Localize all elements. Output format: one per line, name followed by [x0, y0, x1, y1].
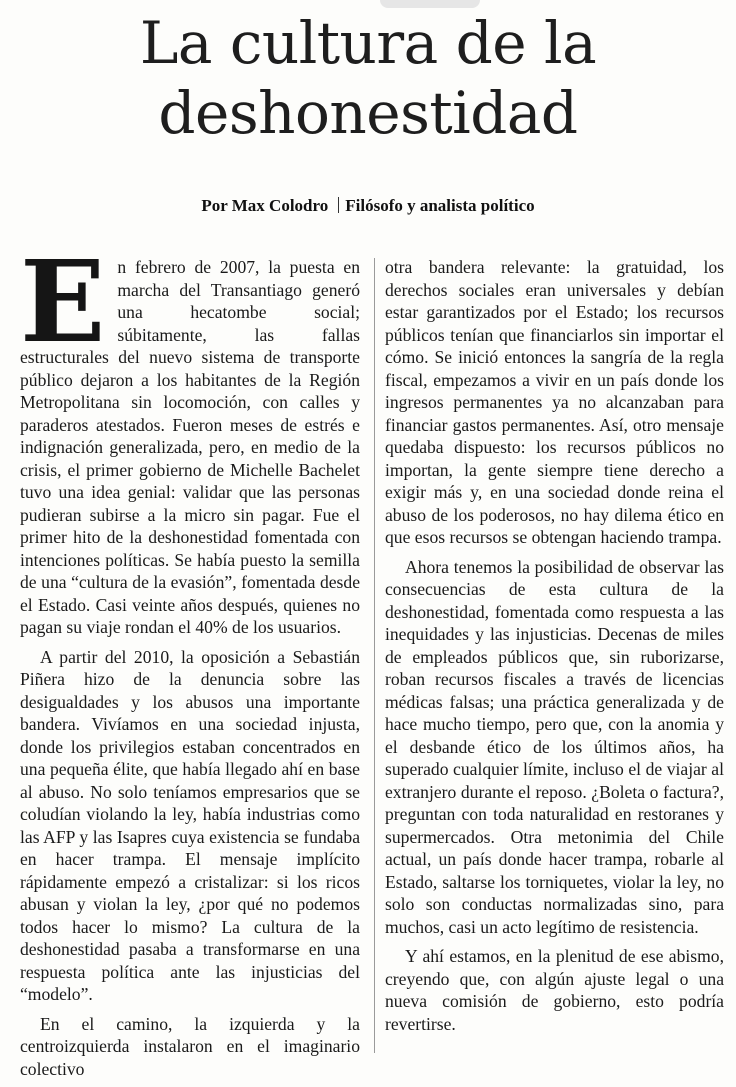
paragraph: otra bandera relevante: la gratuidad, los derechos sociales eran universales y debían estar garantizados por el Estado; los recursos públicos tenían que financiarlos sin importar el cómo. Se inició entonces la sangría de la regla fiscal, empezamos a vivir en un país donde los ingresos permanentes ya no alcanzaban para financiar gastos permanentes. Así, otro mensaje quedaba dispuesto: los recursos públicos no importan, la gente siempre tiene derecho a exigir más y, en una sociedad donde reina el abuso de los poderosos, no hay dilema ético en que esos recursos se obtengan haciendo trampa. — [385, 257, 724, 547]
headline-line-2: deshonestidad — [158, 79, 578, 147]
headline — [0, 8, 736, 148]
paragraph-text: n febrero de 2007, la puesta en marcha del Transantiago generó una hecatombe social; súbitamente, las fallas estructurales del nuevo sistema de transporte público dejaron a los habitantes de la Región Metropolitana sin locomoción, con calles y paraderos atestados. Fueron meses de estrés e indignación generalizada, pero, en medio de la crisis, el primer gobierno de Michelle Bachelet tuvo una idea genial: validar que las personas pudieran subirse a la micro sin pagar. Fue el primer hito de la deshonestidad fomentada con intenciones políticas. Se había puesto la semilla de una “cultura de la evasión”, fomentada desde el Estado. Casi veinte años después, quienes no pagan su viaje rondan el 40% de los usuarios. — [20, 257, 360, 637]
byline — [0, 196, 736, 216]
paragraph: En el camino, la izquierda y la centroizquierda instalaron en el imaginario colectivo — [20, 1013, 360, 1079]
article-column-1 — [20, 237, 360, 1087]
author-name: Por Max Colodro — [201, 196, 329, 215]
headline-line-1: La cultura de la — [139, 9, 597, 77]
paragraph: Y ahí estamos, en la plenitud de ese abismo, creyendo que, con algún ajuste legal o una nueva comisión de gobierno, esto podría revertirse. — [385, 946, 724, 1034]
author-role: Filósofo y analista político — [345, 196, 535, 215]
paragraph — [20, 237, 360, 639]
article-column-2 — [385, 256, 724, 1042]
paragraph: Ahora tenemos la posibilidad de observar las consecuencias de esta cultura de la deshonestidad, fomentada como respuesta a las inequidades y las injusticias. Decenas de miles de empleados públicos que, sin ruborizarse, roban recursos fiscales a través de licencias médicas falsas; una práctica generalizada y de hace mucho tiempo, pero que, con la anomia y el desbande ético de los últimos años, ha superado cualquier límite, incluso el de viajar al extranjero durante el reposo. ¿Boleta o factura?, preguntan con toda naturalidad en restoranes y supermercados. Otra metonimia del Chile actual, un país donde hacer trampa, robarle al Estado, saltarse los torniquetes, violar la ley, no solo son conductas normalizadas sino, para muchos, casi un acto legítimo de resistencia. — [385, 556, 724, 937]
paragraph: A partir del 2010, la oposición a Sebastián Piñera hizo de la denuncia sobre las desigualdades y los abusos una importante bandera. Vivíamos en una sociedad injusta, donde los privilegios estaban concentrados en una pequeña élite, que había llegado ahí en base al abuso. No solo teníamos empresarios que se coludían violando la ley, había industrias como las AFP y las Isapres cuya existencia se fundaba en hacer trampa. El mensaje implícito rápidamente empezó a cristalizar: si los ricos abusan y violan la ley, ¿por qué no podemos todos hacer lo mismo? La cultura de la deshonestidad pasaba a transformarse en una respuesta política ante las injusticias del “modelo”. — [20, 646, 360, 1004]
column-divider — [374, 258, 375, 1053]
drop-cap: E — [20, 237, 106, 368]
byline-separator — [338, 197, 339, 213]
top-tab-decoration — [380, 0, 480, 8]
